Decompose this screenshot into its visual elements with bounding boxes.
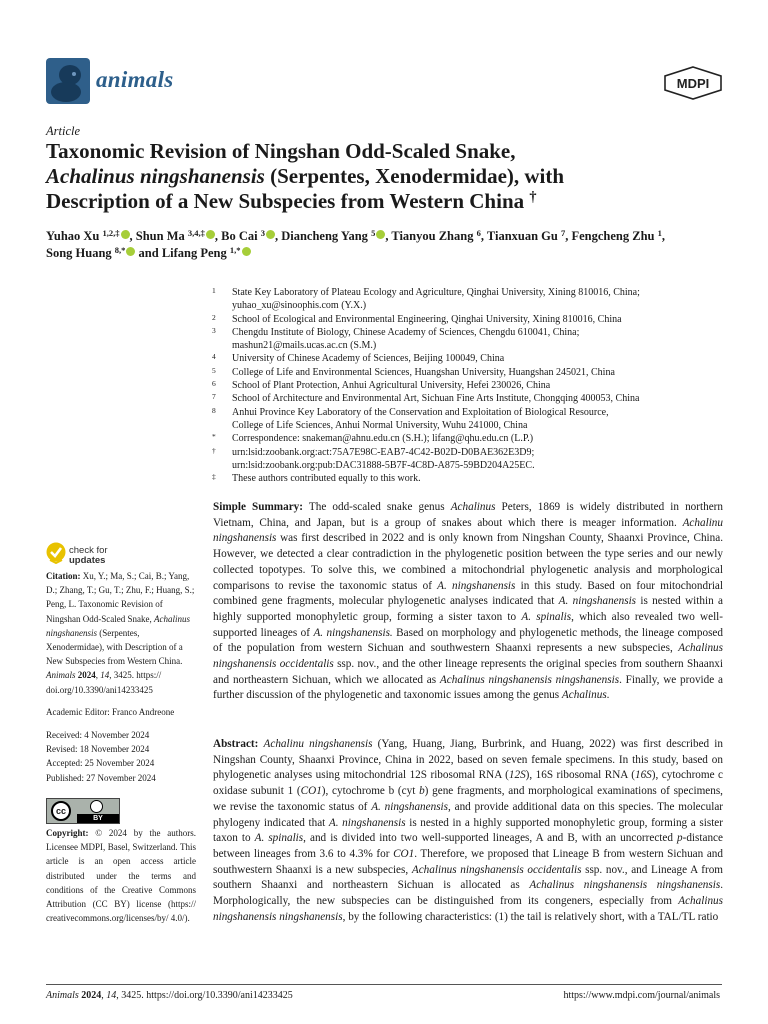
author-affiliation-sup: 8,* bbox=[114, 245, 126, 256]
author-name: Diancheng Yang bbox=[281, 229, 368, 243]
affiliation-item bbox=[210, 392, 730, 405]
author[interactable] bbox=[136, 229, 215, 243]
author-separator: , bbox=[565, 229, 572, 243]
author-name: Fengcheng Zhu bbox=[571, 229, 655, 243]
affiliation-line: Anhui Province Key Laboratory of the Conservation and Exploitation of Biological Resource, bbox=[232, 406, 609, 418]
author[interactable] bbox=[281, 229, 385, 243]
article-type: Article bbox=[46, 124, 81, 138]
ab-p: p bbox=[677, 832, 683, 845]
ab-gene-co1: CO1 bbox=[300, 785, 322, 798]
ss-species-3: A. ningshanensis bbox=[558, 595, 637, 608]
academic-editor: Academic Editor: Franco Andreone bbox=[46, 707, 175, 717]
citation-text-1: Xu, Y.; Ma, S.; Cai, B.; Yang, D.; Zhang, T.; Gu, T.; Zhu, F.; Huang, S.; Peng, L. Taxonomic Revision of Ningshan Odd-Scaled Snake, bbox=[46, 571, 195, 624]
author-separator: , bbox=[480, 229, 487, 243]
ss-text-7: Based on morphology and phylogenetic methods, the lineage composed of the population from western Sichuan and southwestern Shaanxi represents a new subspecies, bbox=[213, 626, 723, 655]
title-line-3-text: Description of a New Subspecies from Western China bbox=[46, 189, 525, 213]
author-separator: , bbox=[661, 229, 665, 243]
author-affiliation-sup: 3 bbox=[260, 228, 265, 239]
ss-species-2: A. ningshanensis bbox=[437, 579, 516, 592]
author-separator: , bbox=[385, 229, 392, 243]
affiliation-line: mashun21@mails.ucas.ac.cn (S.M.) bbox=[232, 340, 377, 352]
citation-journal: Animals bbox=[46, 670, 76, 681]
check-for-updates-line1[interactable]: check for bbox=[69, 545, 108, 556]
affiliation-line: College of Life Sciences, Anhui Normal University, Wuhu 241000, China bbox=[232, 419, 528, 431]
citation-label: Citation: bbox=[46, 571, 81, 581]
affiliation-marker: 6 bbox=[212, 379, 216, 389]
ab-text-12: . Morphologically, the new subspecies can be distinguished from its congeners, especially from bbox=[213, 879, 724, 908]
author[interactable] bbox=[391, 229, 480, 243]
citation-block bbox=[46, 569, 196, 697]
affiliation-line: Correspondence: snakeman@ahnu.edu.cn (S.H.); lifang@qhu.edu.cn (L.P.) bbox=[232, 433, 534, 445]
author-separator: and bbox=[135, 246, 162, 260]
ab-text-2: ), 16S ribosomal RNA ( bbox=[525, 769, 635, 782]
affiliation-marker: 4 bbox=[212, 352, 216, 362]
journal-name[interactable]: animals bbox=[96, 67, 174, 92]
author-affiliation-sup: 3,4,‡ bbox=[187, 228, 205, 239]
ab-species-2: A. ningshanensis bbox=[328, 816, 406, 829]
affiliation-line: College of Life and Environmental Sciences, Huangshan University, Huangshan 245021, China bbox=[232, 366, 615, 378]
ss-text-10: . bbox=[606, 689, 610, 702]
ab-gene-16s: 16S bbox=[634, 769, 652, 782]
ss-text-3: was first described in 2022 and is only known from Ningshan County, Shaanxi Province, China. However, we detected a clear contradiction in the phylogenetic position between the type series and our newly collected topotypes. To solve this, we combined a mitochondrial phylogenetic analysis and morphological comparisons to revise the taxonomic status of bbox=[213, 532, 723, 592]
citation-text-2: (Serpentes, Xenodermidae), with Description of a New Subspecies from Western China. bbox=[46, 627, 183, 667]
affiliation-line: School of Architecture and Environmental Art, Sichuan Fine Arts Institute, Chongqing 400053, China bbox=[232, 393, 640, 405]
author[interactable] bbox=[46, 229, 130, 243]
author-separator: , bbox=[129, 229, 136, 243]
ab-text-8: , and is divided into two well-supported lineages, A and B, with an uncorrected bbox=[303, 832, 678, 845]
affiliation-marker: 5 bbox=[212, 365, 216, 375]
footer-citation bbox=[46, 990, 293, 1001]
author-name: Bo Cai bbox=[221, 229, 258, 243]
ss-text-9: . Finally, we provide a further discussion of the phylogenetic and taxonomic issues among the genus bbox=[213, 673, 723, 702]
affiliation-item bbox=[210, 379, 730, 392]
affiliation-item bbox=[210, 313, 730, 326]
footer-journal-url[interactable]: https://www.mdpi.com/journal/animals bbox=[563, 990, 720, 1001]
simple-summary-label: Simple Summary: bbox=[213, 501, 303, 513]
author-separator: , bbox=[214, 229, 222, 243]
abstract-label: Abstract: bbox=[213, 738, 259, 750]
ab-species-4: Achalinus ningshanensis occidentalis bbox=[411, 863, 582, 876]
by-label: BY bbox=[77, 814, 119, 823]
author[interactable] bbox=[487, 229, 565, 243]
ab-text-4: ), cytochrome b (cyt bbox=[321, 785, 420, 798]
ss-species-5: A. ningshanensis. bbox=[313, 626, 393, 639]
author-list bbox=[46, 228, 736, 262]
author-name: Tianxuan Gu bbox=[486, 229, 558, 243]
ab-text-10: . Therefore, we proposed that Lineage B from western Sichuan and southwestern Shaanxi is a new subspecies, bbox=[213, 847, 723, 876]
orcid-icon[interactable] bbox=[206, 230, 215, 239]
title-line-3 bbox=[46, 189, 716, 214]
date-received: Received: 4 November 2024 bbox=[46, 730, 150, 740]
ss-genus-2: Achalinus bbox=[561, 689, 607, 702]
ab-text-3: ), cytochrome c oxidase subunit 1 ( bbox=[213, 769, 724, 798]
affiliation-line: School of Ecological and Environmental Engineering, Qinghai University, Xining 810016, China bbox=[232, 313, 622, 325]
ab-text-11: ssp. nov., and Lineage A from southern Shaanxi and northeastern Sichuan is allocated as bbox=[213, 863, 724, 892]
author-separator: , bbox=[274, 229, 282, 243]
check-for-updates-icon[interactable] bbox=[46, 542, 66, 564]
ss-species-7: Achalinus ningshanensis ningshanensis bbox=[439, 673, 620, 686]
author-name: Song Huang bbox=[46, 246, 112, 260]
ab-species-6: Achalinus ningshanensis ningshanensis bbox=[213, 895, 723, 923]
date-published: Published: 27 November 2024 bbox=[46, 772, 156, 783]
title-line-2 bbox=[46, 164, 716, 189]
author-affiliation-sup: 1,2,‡ bbox=[102, 228, 120, 239]
title-species: Achalinus ningshanensis bbox=[46, 164, 265, 188]
affiliation-line: Chengdu Institute of Biology, Chinese Academy of Sciences, Chengdu 610041, China; bbox=[232, 326, 580, 338]
ss-text-8: ssp. nov., and the other lineage represents the original species from southern Shaanxi and northeastern Sichuan, which we allocated as bbox=[213, 658, 723, 686]
title-line-2-rest: (Serpentes, Xenodermidae), with bbox=[264, 164, 565, 188]
ab-gene-b: b bbox=[419, 785, 425, 798]
author-name: Lifang Peng bbox=[161, 246, 227, 260]
mdpi-logo-text: MDPI bbox=[676, 76, 710, 91]
ab-text-13: , by the following characteristics: (1) the tail is relatively short, with a TAL/TL ratio bbox=[342, 910, 719, 923]
author-affiliation-sup: 7 bbox=[560, 228, 566, 239]
ss-species-6: Achalinus ningshanensis occidentalis bbox=[213, 642, 723, 671]
author-affiliation-sup: 5 bbox=[371, 228, 376, 239]
ab-gene-12s: 12S bbox=[508, 769, 526, 782]
ab-species-5: Achalinus ningshanensis ningshanensis bbox=[529, 879, 721, 892]
affiliation-item bbox=[210, 286, 730, 313]
affiliation-item bbox=[210, 432, 730, 445]
author-affiliation-sup: 1,* bbox=[229, 245, 241, 256]
abstract bbox=[213, 737, 723, 925]
orcid-icon[interactable] bbox=[121, 230, 130, 239]
affiliation-item bbox=[210, 326, 730, 353]
ab-species-3: A. spinalis bbox=[254, 832, 304, 845]
by-person-icon bbox=[77, 799, 119, 814]
orcid-icon[interactable] bbox=[376, 230, 385, 239]
ab-text-5: ) gene fragments, and morphological examinations of specimens, we revise the taxonomic status of bbox=[213, 785, 723, 813]
citation-doi[interactable]: , 3425. https:// doi.org/10.3390/ani14233425 bbox=[46, 670, 162, 695]
affiliation-line: urn:lsid:zoobank.org:pub:DAC31888-5B7F-4C8D-A875-59BD204A25EC. bbox=[232, 459, 535, 471]
copyright-text: © 2024 by the authors. Licensee MDPI, Basel, Switzerland. This article is an open access article distributed under the terms and conditions of the Creative Commons Attribution (CC BY) license (https:// creativecommons.org/licenses/by/ 4.0/). bbox=[46, 828, 196, 924]
author-name: Tianyou Zhang bbox=[391, 229, 474, 243]
affiliation-marker: ‡ bbox=[212, 472, 216, 482]
citation-year: 2024 bbox=[75, 670, 96, 681]
orcid-icon[interactable] bbox=[266, 230, 275, 239]
ab-species-1: A. ningshanensis bbox=[371, 800, 449, 813]
ss-text-6: , which also revealed two well-supported lineages of bbox=[213, 610, 724, 639]
footer-journal: Animals bbox=[46, 990, 79, 1001]
citation-volume: 14 bbox=[100, 670, 110, 681]
affiliation-marker: 7 bbox=[212, 392, 216, 402]
affiliations bbox=[210, 286, 730, 485]
ab-text-7: is nested in a highly supported monophyletic group, forming a sister taxon to bbox=[213, 816, 723, 845]
cc-label: cc bbox=[51, 801, 71, 821]
citation-species: Achalinus ningshanensis bbox=[46, 613, 190, 638]
affiliation-marker: 3 bbox=[212, 325, 216, 335]
affiliation-line: State Key Laboratory of Plateau Ecology and Agriculture, Qinghai University, Xining 810016, China; bbox=[232, 287, 640, 298]
ss-species-4: A. spinalis bbox=[521, 610, 572, 623]
simple-summary bbox=[213, 500, 723, 704]
affiliation-item bbox=[210, 446, 730, 473]
ab-species-0: Achalinu ningshanensis bbox=[263, 738, 373, 750]
affiliation-item bbox=[210, 366, 730, 379]
title-dagger: † bbox=[529, 189, 537, 206]
footer-year: 2024 bbox=[78, 990, 102, 1001]
affiliation-marker: † bbox=[212, 445, 216, 455]
author[interactable] bbox=[46, 246, 135, 260]
affiliation-marker: 8 bbox=[212, 405, 216, 415]
ss-text-2: Peters, 1869 is widely distributed in northern Vietnam, China, and Japan, but is a group of snakes about which there is meager information. bbox=[213, 501, 723, 529]
ss-species-1: Achalinu ningshanensis bbox=[213, 516, 723, 545]
orcid-icon[interactable] bbox=[242, 247, 251, 256]
ab-text-6: , and provide additional data on this species. The molecular phylogeny indicated that bbox=[213, 800, 724, 829]
ss-text-4: in this study. Based on four mitochondrial combined gene fragments, molecular phylogenetic analyses indicated that bbox=[213, 579, 723, 608]
author-affiliation-sup: 6 bbox=[476, 228, 481, 239]
author-name: Shun Ma bbox=[135, 229, 185, 243]
footer-sep: , bbox=[101, 990, 107, 1001]
affiliation-line: yuhao_xu@sinoophis.com (Y.X.) bbox=[232, 300, 367, 312]
copyright-label: Copyright: bbox=[46, 828, 89, 838]
author-affiliation-sup: 1 bbox=[657, 228, 662, 239]
affiliation-line: School of Plant Protection, Anhui Agricultural University, Hefei 230026, China bbox=[232, 380, 551, 392]
author-name: Yuhao Xu bbox=[46, 229, 100, 243]
footer-doi[interactable]: , 3425. https://doi.org/10.3390/ani14233425 bbox=[116, 990, 293, 1001]
title-line-1: Taxonomic Revision of Ningshan Odd-Scaled Snake, bbox=[46, 139, 516, 163]
cc-by-license-icon[interactable] bbox=[46, 798, 120, 824]
ss-text-5: is nested within a highly supported monophyletic group, forming a sister taxon to bbox=[213, 595, 723, 623]
ss-text-1: The odd-scaled snake genus bbox=[303, 501, 451, 513]
affiliation-line: These authors contributed equally to this work. bbox=[232, 473, 421, 485]
journal-logo-icon bbox=[46, 58, 90, 104]
author[interactable] bbox=[162, 246, 251, 260]
affiliation-marker: * bbox=[212, 432, 216, 442]
check-for-updates-line2[interactable]: updates bbox=[69, 555, 106, 566]
affiliation-item bbox=[210, 352, 730, 365]
ab-text-1: (Yang, Huang, Jiang, Burbrink, and Huang, 2022) was first described in Ningshan County, Shaanxi Province, China in 2022, based on seven female specimens. In this study, based on phylogenetic analyses using mitochondrial 12S ribosomal RNA ( bbox=[213, 738, 723, 782]
author[interactable] bbox=[221, 229, 275, 243]
affiliation-item bbox=[210, 472, 730, 485]
affiliation-item bbox=[210, 406, 730, 433]
ss-genus: Achalinus bbox=[450, 501, 496, 513]
ab-text-9: -distance between lineages from 3.6 to 4.3% for bbox=[213, 832, 723, 860]
author[interactable] bbox=[571, 229, 661, 243]
ab-gene-co1-b: CO1 bbox=[393, 847, 415, 860]
footer-volume: 14 bbox=[106, 990, 117, 1001]
copyright-block bbox=[46, 826, 196, 925]
affiliation-line: University of Chinese Academy of Sciences, Beijing 100049, China bbox=[232, 353, 505, 365]
affiliation-marker: 1 bbox=[212, 286, 216, 295]
affiliation-marker: 2 bbox=[212, 312, 216, 322]
footer-divider bbox=[46, 984, 722, 985]
date-accepted: Accepted: 25 November 2024 bbox=[46, 758, 155, 769]
citation-sep: , bbox=[95, 670, 101, 681]
dates-block bbox=[46, 728, 196, 785]
date-revised: Revised: 18 November 2024 bbox=[46, 744, 150, 755]
article-title bbox=[46, 139, 716, 214]
mdpi-logo-icon[interactable] bbox=[664, 66, 722, 100]
affiliation-line: urn:lsid:zoobank.org:act:75A7E98C-EAB7-4C42-B02D-D0BAE362E3D9; bbox=[232, 446, 535, 458]
